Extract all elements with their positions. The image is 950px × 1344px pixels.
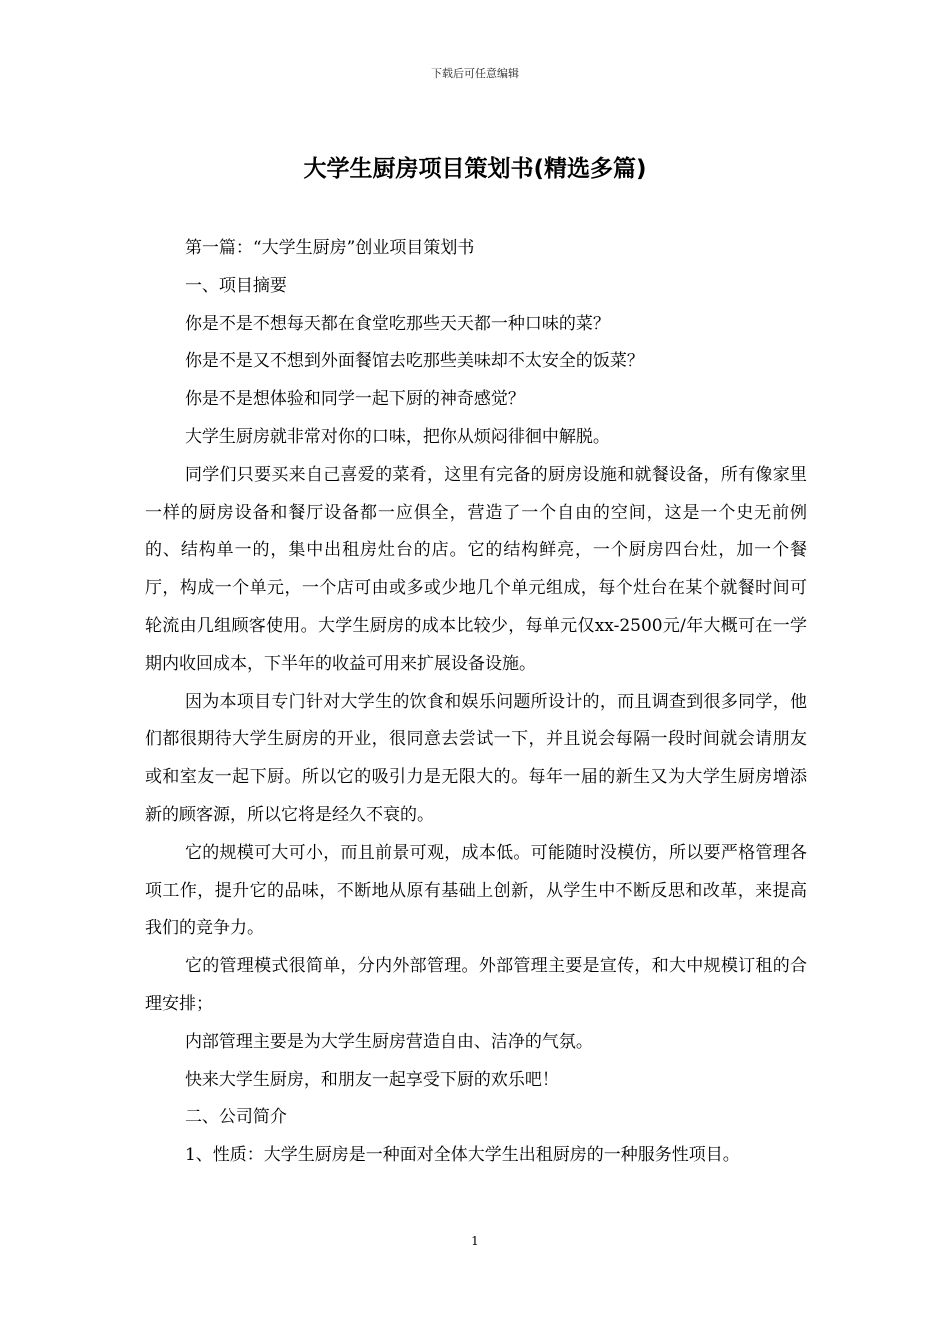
page-number: 1: [471, 1234, 479, 1248]
body-paragraph: 你是不是不想每天都在食堂吃那些天天都一种口味的菜？: [184, 313, 610, 334]
header-note: 下载后可任意编辑: [431, 67, 519, 80]
body-paragraph: 同学们只要买来自己喜爱的菜肴，这里有完备的厨房设施和就餐设备，所有像家里一样的厨房设备和餐厅设备都一应俱全，营造了一个自由的空间，这是一个史无前例的、结构单一的，集中出租房灶台的店。它的结构鲜亮，一个厨房四台灶，加一个餐厅，构成一个单元，一个店可由或多或少地几个单元组成，每个灶台在某个就餐时间可轮流由几组顾客使用。大学生厨房的成本比较少，每单元仅xx-2500元/年大概可在一学期内收回成本，下半年的收益可用来扩展设备设施。: [145, 464, 807, 674]
body-paragraph: 快来大学生厨房，和朋友一起享受下厨的欢乐吧！: [184, 1069, 559, 1090]
section-heading-part-one: 第一篇：“大学生厨房”创业项目策划书: [184, 238, 475, 258]
document-body: [145, 230, 807, 1175]
body-paragraph: 大学生厨房就非常对你的口味，把你从烦闷徘徊中解脱。: [184, 426, 610, 447]
body-paragraph: 它的管理模式很简单，分内外部管理。外部管理主要是宣传，和大中规模订租的合理安排；: [145, 956, 807, 1014]
body-paragraph: 因为本项目专门针对大学生的饮食和娱乐问题所设计的，而且调查到很多同学，他们都很期待大学生厨房的开业，很同意去尝试一下，并且说会每隔一段时间就会请朋友或和室友一起下厨。所以它的吸引力是无限大的。每年一届的新生又为大学生厨房增添新的顾客源，所以它将是经久不衰的。: [145, 691, 807, 825]
body-paragraph: 你是不是想体验和同学一起下厨的神奇感觉？: [184, 389, 525, 410]
body-paragraph: 你是不是又不想到外面餐馆去吃那些美味却不太安全的饭菜？: [184, 351, 644, 372]
body-paragraph: 它的规模可大可小，而且前景可观，成本低。可能随时没模仿，所以要严格管理各项工作，提升它的品味，不断地从原有基础上创新，从学生中不断反思和改革，来提高我们的竞争力。: [145, 842, 807, 939]
document-title: 大学生厨房项目策划书(精选多篇): [303, 156, 647, 182]
section-heading-company: 二、公司简介: [184, 1107, 287, 1128]
body-paragraph: 内部管理主要是为大学生厨房营造自由、洁净的气氛。: [184, 1031, 593, 1052]
body-paragraph: 1、性质：大学生厨房是一种面对全体大学生出租厨房的一种服务性项目。: [184, 1145, 740, 1166]
section-heading-summary: 一、项目摘要: [184, 275, 287, 296]
